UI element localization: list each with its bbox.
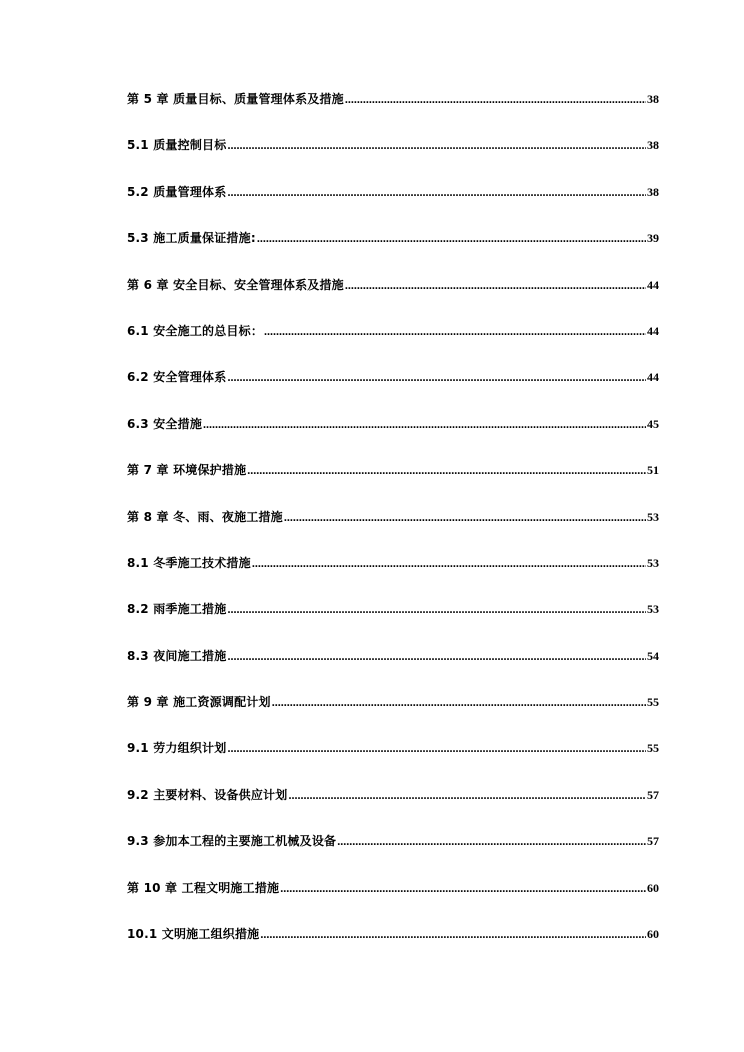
toc-entry-title: 第 9 章 施工资源调配计划	[127, 695, 271, 710]
toc-leader-dots	[227, 649, 646, 664]
toc-entry-page: 44	[647, 277, 659, 292]
toc-entry[interactable]	[127, 832, 659, 878]
toc-entry-title: 10.1 文明施工组织措施	[127, 927, 260, 942]
toc-leader-dots	[260, 927, 646, 942]
toc-entry-title: 9.3 参加本工程的主要施工机械及设备	[127, 834, 337, 849]
toc-entry-page: 60	[647, 880, 659, 895]
toc-entry[interactable]	[127, 693, 659, 739]
toc-leader-dots	[337, 834, 646, 849]
toc-entry-page: 44	[647, 323, 659, 338]
toc-entry-title: 8.1 冬季施工技术措施	[127, 555, 251, 570]
toc-entry-page: 53	[647, 509, 659, 524]
toc-entry-title: 6.3 安全措施	[127, 416, 203, 431]
toc-leader-dots	[264, 324, 646, 339]
toc-entry[interactable]	[127, 600, 659, 646]
toc-leader-dots	[227, 602, 646, 617]
toc-leader-dots	[257, 231, 646, 246]
toc-entry[interactable]	[127, 879, 659, 925]
toc-entry-title: 8.3 夜间施工措施	[127, 648, 227, 663]
toc-leader-dots	[203, 417, 646, 432]
toc-leader-dots	[227, 138, 646, 153]
toc-leader-dots	[288, 788, 646, 803]
toc-entry[interactable]	[127, 136, 659, 182]
toc-entry[interactable]	[127, 90, 659, 136]
toc-entry-page: 45	[647, 416, 659, 431]
toc-entry-title: 6.2 安全管理体系	[127, 370, 227, 385]
toc-leader-dots	[227, 741, 646, 756]
toc-leader-dots	[252, 556, 646, 571]
toc-leader-dots	[280, 881, 646, 896]
toc-entry-page: 57	[647, 834, 659, 849]
toc-entry[interactable]	[127, 925, 659, 971]
toc-entry-page: 53	[647, 602, 659, 617]
toc-entry-title: 第 5 章 质量目标、质量管理体系及措施	[127, 92, 344, 106]
toc-entry-title: 9.2 主要材料、设备供应计划	[127, 787, 288, 802]
toc-entry[interactable]	[127, 183, 659, 229]
toc-entry[interactable]	[127, 461, 659, 507]
toc-leader-dots	[284, 510, 646, 525]
toc-leader-dots	[227, 370, 646, 385]
toc-entry[interactable]	[127, 786, 659, 832]
toc-entry[interactable]	[127, 647, 659, 693]
toc-entry-page: 38	[647, 92, 659, 106]
toc-entry[interactable]	[127, 508, 659, 554]
toc-entry-title: 第 8 章 冬、雨、夜施工措施	[127, 509, 283, 524]
toc-leader-dots	[272, 695, 646, 710]
toc-entry-title: 5.3 施工质量保证措施:	[127, 231, 256, 246]
toc-entry[interactable]	[127, 322, 659, 368]
toc-entry[interactable]	[127, 368, 659, 414]
table-of-contents	[127, 90, 659, 971]
toc-leader-dots	[345, 278, 646, 293]
toc-entry-page: 38	[647, 138, 659, 153]
toc-entry-page: 39	[647, 231, 659, 246]
toc-entry-page: 54	[647, 648, 659, 663]
toc-entry-page: 51	[647, 463, 659, 478]
toc-entry-title: 5.2 质量管理体系	[127, 184, 227, 199]
toc-leader-dots	[345, 92, 646, 107]
toc-entry[interactable]	[127, 739, 659, 785]
toc-entry-title: 第 7 章 环境保护措施	[127, 463, 247, 478]
toc-entry-page: 38	[647, 184, 659, 199]
toc-entry-page: 60	[647, 927, 659, 942]
toc-entry-page: 57	[647, 787, 659, 802]
toc-entry-page: 55	[647, 695, 659, 710]
toc-leader-dots	[247, 463, 646, 478]
toc-entry-page: 53	[647, 555, 659, 570]
toc-entry-title: 5.1 质量控制目标	[127, 138, 227, 153]
toc-leader-dots	[227, 185, 646, 200]
toc-entry-page: 44	[647, 370, 659, 385]
toc-entry[interactable]	[127, 554, 659, 600]
toc-entry-title: 6.1 安全施工的总目标：	[127, 323, 264, 338]
toc-entry-page: 55	[647, 741, 659, 756]
toc-entry-title: 9.1 劳力组织计划	[127, 741, 227, 756]
toc-entry[interactable]	[127, 415, 659, 461]
toc-entry-title: 第 10 章 工程文明施工措施	[127, 880, 280, 895]
toc-entry-title: 8.2 雨季施工措施	[127, 602, 227, 617]
toc-entry[interactable]	[127, 229, 659, 275]
toc-entry-title: 第 6 章 安全目标、安全管理体系及措施	[127, 277, 344, 292]
toc-entry[interactable]	[127, 276, 659, 322]
